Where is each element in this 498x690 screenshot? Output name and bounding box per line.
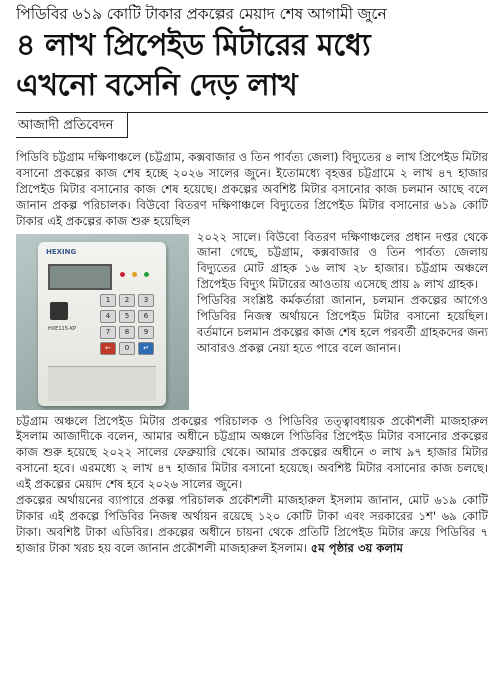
meter-model: HXE115-KP [48, 325, 76, 332]
keypad-key: 9 [138, 326, 154, 339]
indicator-led [120, 272, 125, 277]
keypad-key: ↵ [138, 342, 154, 355]
paragraph-4 [16, 493, 488, 557]
paragraph-1-top: পিডিবি চট্টগ্রাম দক্ষিণাঞ্চলে (চট্টগ্রাম, কক্সবাজার ও তিন পার্বত্য জেলা) বিদ্যুতের ৪ লাখ প্রিপেইড মিটার বসানো প্রকল্পের কাজ শেষ হচ্ছে ২০২৬ সালের জুনে। ইতোমধ্যে বৃহত্তর চট্টগ্রামে ২ লাখ ৪৭ হাজার প্রিপেইড মিটার বসানোর কাজ শেষ হয়েছে। প্রকল্পের অবশিষ্ট মিটার বসানোর কাজ চলমান আছে বলে জানান প্রকল্প পরিচালক। বিউবো বিতরণ দক্ষিণাঞ্চলে বিদ্যুতের প্রিপেইড মিটার বসানোর ৬১৯ কোটি টাকার এই প্রকল্পের কাজ শুরু হয়েছিল [16, 150, 488, 228]
indicator-led [132, 272, 137, 277]
meter-terminal-cover [48, 366, 156, 401]
keypad-key: 1 [100, 294, 116, 307]
keypad-key: 5 [119, 310, 135, 323]
paragraph-3: চট্টগ্রাম অঞ্চলে প্রিপেইড মিটার প্রকল্পের পরিচালক ও পিডিবির তত্ত্বাবধায়ক প্রকৌশলী মাজহারুল ইসলাম আজাদীকে বলেন, আমার অধীনে চট্টগ্রাম অঞ্চলে পিডিবির প্রিপেইড মিটার বসানোর প্রকল্পের কাজ শুরু হয়েছে ২০২২ সালের ফেব্রুয়ারি থেকে। আমার প্রকল্পের অধীনে ৩ লাখ ৯৭ হাজার মিটার বসানো হবে। এরমধ্যে ২ লাখ ৪৭ হাজার মিটার বসানো হয়েছে। অবশিষ্ট মিটার বসানোর কাজ চলছে। এই প্রকল্পের মেয়াদ শেষ হবে ২০২৬ সালের জুনে। [16, 413, 488, 492]
continued-on-page-link[interactable]: ৫ম পৃষ্ঠার ৩য় কলাম [310, 540, 403, 555]
keypad-key: 4 [100, 310, 116, 323]
keypad-key: 7 [100, 326, 116, 339]
paragraph-4-text: প্রকল্পের অর্থায়নের ব্যাপারে প্রকল্প পরিচালক প্রকৌশলী মাজহারুল ইসলাম জানান, মোট ৬১৯ কোটি টাকার এই প্রকল্পে পিডিবির নিজস্ব অর্থায়ন রয়েছে ১২০ কোটি টাকা এবং সরকারের ১শ' ৬৯ কোটি টাকা। অবশিষ্ট টাকা এডিবির। প্রকল্পের অধীনে চায়না থেকে প্রতিটি প্রিপেইড মিটার ক্রয়ে পিডিবির ৭ হাজার টাকা খরচ হয় বলে জানান প্রকৌশলী মাজহারুল ইসলাম। [16, 493, 488, 555]
byline: আজাদী প্রতিবেদন [16, 113, 128, 138]
indicator-led [144, 272, 149, 277]
meter-keypad [100, 294, 158, 358]
keypad-key: ← [100, 342, 116, 355]
keypad-key: 8 [119, 326, 135, 339]
paragraph-1-wrap: ২০২২ সালে। বিউবো বিতরণ দক্ষিণাঞ্চলের প্রধান দপ্তর থেকে জানা গেছে, চট্টগ্রাম, কক্সবাজার ও তিন পার্বত্য জেলায় বিদ্যুতের মোট গ্রাহক ১৬ লাখ ২৮ হাজার। চট্টগ্রাম অঞ্চলে প্রিপেইড বিদ্যুৎ মিটারের আওতায় এসেছে প্রায় ৯ লাখ গ্রাহক। [197, 229, 488, 292]
keypad-key: 6 [138, 310, 154, 323]
kicker-headline: পিডিবির ৬১৯ কোটি টাকার প্রকল্পের মেয়াদ শেষ আগামী জুনে [16, 5, 387, 23]
meter-logo-icon [50, 302, 68, 320]
prepaid-meter-photo [16, 234, 189, 410]
headline-line-1: ৪ লাখ প্রিপেইড মিটারের মধ্যে [16, 28, 371, 63]
meter-body [38, 242, 166, 406]
keypad-key: 2 [119, 294, 135, 307]
meter-indicator-lights [116, 266, 156, 284]
keypad-key: 3 [138, 294, 154, 307]
headline-line-2: এখনো বসেনি দেড় লাখ [16, 68, 298, 103]
keypad-key: 0 [119, 342, 135, 355]
meter-brand: HEXING [46, 247, 77, 256]
meter-display [48, 264, 112, 290]
paragraph-2: পিডিবির সংশ্লিষ্ট কর্মকর্তারা জানান, চলমান প্রকল্পের আগেও পিডিবির নিজস্ব অর্থায়নে প্রিপেইড মিটার বসানো হয়েছিল। বর্তমানে চলমান প্রকল্পের কাজ শেষ হলে পরবর্তী গ্রাহকদের জন্য আবারও প্রকল্প নেয়া হতে পারে বলে জানান। [197, 293, 488, 355]
